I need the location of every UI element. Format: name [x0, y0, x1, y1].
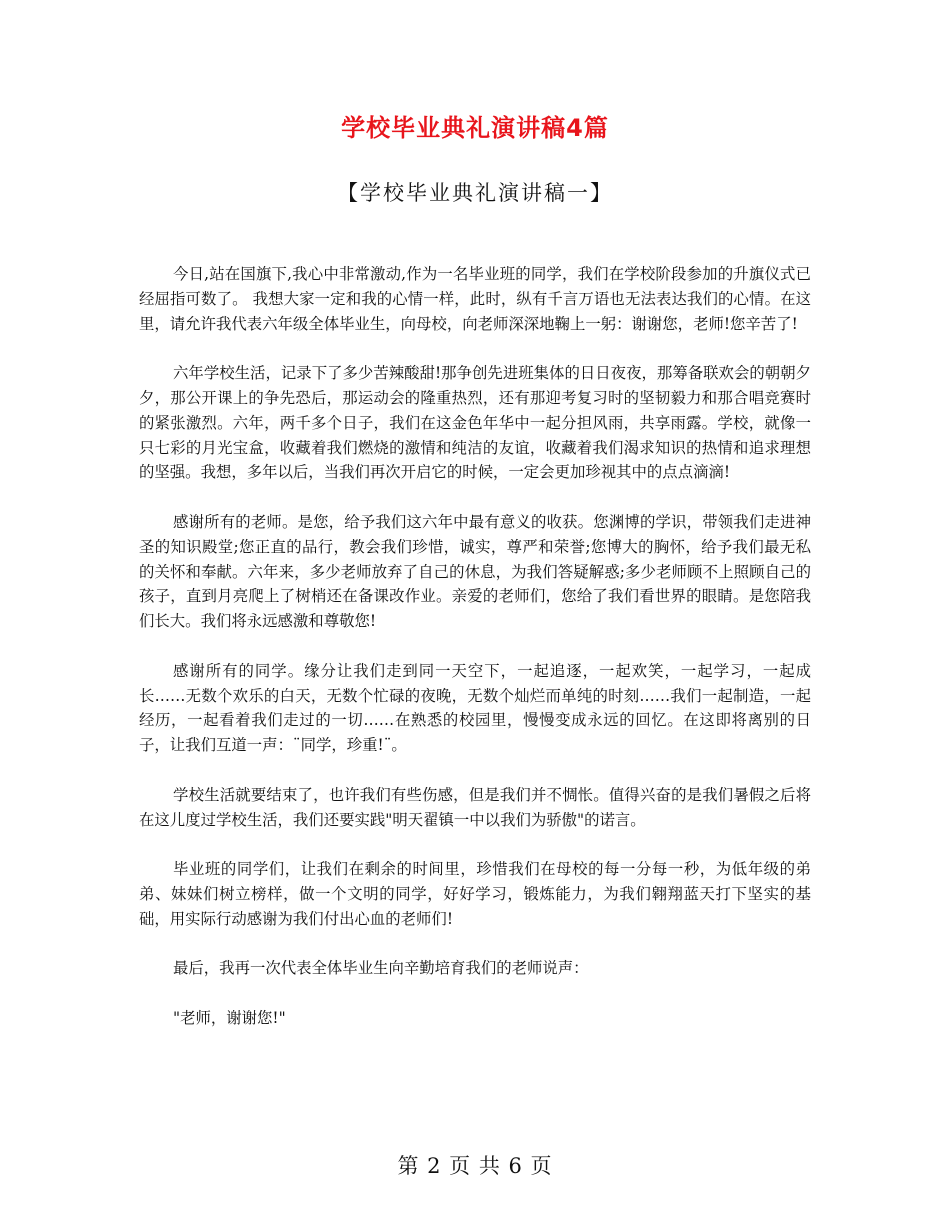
document-title: 学校毕业典礼演讲稿4篇 [341, 114, 609, 142]
paragraph-2: 六年学校生活，记录下了多少苦辣酸甜!那争创先进班集体的日日夜夜，那筹备联欢会的朝朝夕夕，那公开课上的争先恐后，那运动会的隆重热烈，还有那迎考复习时的坚韧毅力和那合唱竞赛时的紧张激烈。六年，两千多个日子，我们在这金色年华中一起分担风雨，共享雨露。学校，就像一只七彩的月光宝盒，收藏着我们燃烧的激情和纯洁的友谊，收藏着我们渴求知识的热情和追求理想的坚强。我想，多年以后，当我们再次开启它的时候，一定会更加珍视其中的点点滴滴! [139, 364, 811, 482]
paragraph-5: 学校生活就要结束了，也许我们有些伤感，但是我们并不惆怅。值得兴奋的是我们暑假之后将在这儿度过学校生活，我们还要实践"明天翟镇一中以我们为骄傲"的诺言。 [139, 785, 811, 829]
paragraph-7: 最后，我再一次代表全体毕业生向辛勤培育我们的老师说声： [173, 959, 589, 978]
paragraph-4: 感谢所有的同学。缘分让我们走到同一天空下，一起追逐，一起欢笑，一起学习，一起成长……无数个欢乐的白天，无数个忙碌的夜晚，无数个灿烂而单纯的时刻……我们一起制造，一起经历，一起看着我们走过的一切……在熟悉的校园里，慢慢变成永远的回忆。在这即将离别的日子，让我们互道一声：¨同学，珍重!¨。 [139, 661, 811, 755]
paragraph-3: 感谢所有的老师。是您，给予我们这六年中最有意义的收获。您渊博的学识，带领我们走进神圣的知识殿堂;您正直的品行，教会我们珍惜，诚实，尊严和荣誉;您博大的胸怀，给予我们最无私的关怀和奉献。六年来，多少老师放弃了自己的休息，为我们答疑解惑;多少老师顾不上照顾自己的孩子，直到月亮爬上了树梢还在备课改作业。亲爱的老师们，您给了我们看世界的眼睛。是您陪我们长大。我们将永远感激和尊敬您! [139, 512, 811, 631]
paragraph-8: "老师，谢谢您!" [173, 1008, 286, 1027]
page-number: 第 2 页 共 6 页 [397, 1154, 553, 1178]
paragraph-6: 毕业班的同学们，让我们在剩余的时间里，珍惜我们在母校的每一分每一秒，为低年级的弟弟、妹妹们树立榜样，做一个文明的同学，好好学习，锻炼能力，为我们翱翔蓝天打下坚实的基础，用实际行动感谢为我们付出心血的老师们! [139, 860, 811, 928]
document-body [139, 262, 811, 1056]
paragraph-1: 今日,站在国旗下,我心中非常激动,作为一名毕业班的同学，我们在学校阶段参加的升旗仪式已经屈指可数了。 我想大家一定和我的心情一样，此时，纵有千言万语也无法表达我们的心情。在这里，请允许我代表六年级全体毕业生，向母校，向老师深深地鞠上一躬：谢谢您，老师!您辛苦了! [139, 265, 811, 333]
section-heading: 【学校毕业典礼演讲稿一】 [337, 181, 613, 205]
